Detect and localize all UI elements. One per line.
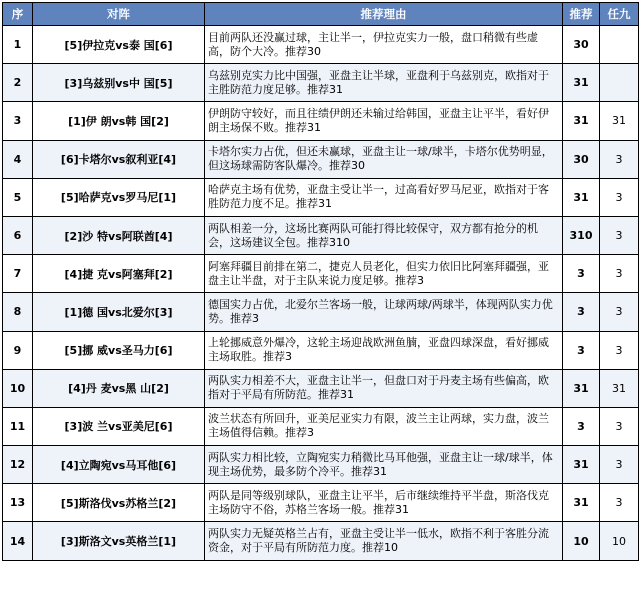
row-recommendation: 10 [563, 522, 600, 560]
row-recommendation: 3 [563, 407, 600, 445]
recommendation-table [2, 2, 639, 561]
row-ren9: 3 [600, 140, 639, 178]
row-match: [1]伊 朗vs韩 国[2] [33, 102, 205, 140]
row-match: [2]沙 特vs阿联酋[4] [33, 216, 205, 254]
table-row [3, 484, 639, 522]
row-recommendation: 30 [563, 140, 600, 178]
row-match: [5]挪 威vs圣马力[6] [33, 331, 205, 369]
row-reason: 两队相差一分，这场比赛两队可能打得比较保守，双方都有抢分的机会，这场建议全包。推荐310 [205, 216, 563, 254]
table-row [3, 102, 639, 140]
row-ren9: 3 [600, 216, 639, 254]
row-seq: 6 [3, 216, 33, 254]
table-row [3, 178, 639, 216]
row-ren9: 3 [600, 484, 639, 522]
row-reason: 两队实力相比较，立陶宛实力稍微比马耳他强，亚盘主让一球/球半，体现主场优势，最多防个冷平。推荐31 [205, 446, 563, 484]
row-recommendation: 31 [563, 102, 600, 140]
row-recommendation: 31 [563, 484, 600, 522]
header-seq: 序 [3, 3, 33, 26]
table-row [3, 64, 639, 102]
row-match: [4]立陶宛vs马耳他[6] [33, 446, 205, 484]
row-recommendation: 3 [563, 331, 600, 369]
table-row [3, 140, 639, 178]
row-ren9: 3 [600, 178, 639, 216]
row-seq: 4 [3, 140, 33, 178]
row-match: [5]哈萨克vs罗马尼[1] [33, 178, 205, 216]
header-match: 对阵 [33, 3, 205, 26]
row-reason: 上轮挪威意外爆冷，这轮主场迎战欧洲鱼腩，亚盘四球深盘，看好挪威主场取胜。推荐3 [205, 331, 563, 369]
row-ren9: 31 [600, 102, 639, 140]
row-match: [5]伊拉克vs泰 国[6] [33, 26, 205, 64]
row-match: [4]丹 麦vs黑 山[2] [33, 369, 205, 407]
row-ren9: 10 [600, 522, 639, 560]
row-seq: 1 [3, 26, 33, 64]
table-row [3, 26, 639, 64]
row-reason: 两队是同等级别球队，亚盘主让平半，后市继续维持平半盘，斯洛伐克主场防守不俗，苏格兰客场一般。推荐31 [205, 484, 563, 522]
table-row [3, 293, 639, 331]
row-match: [4]捷 克vs阿塞拜[2] [33, 255, 205, 293]
row-seq: 5 [3, 178, 33, 216]
header-r9: 任九 [600, 3, 639, 26]
table-body [3, 26, 639, 561]
row-match: [3]乌兹别vs中 国[5] [33, 64, 205, 102]
row-ren9: 31 [600, 369, 639, 407]
table-row [3, 522, 639, 560]
row-reason: 德国实力占优，北爱尔兰客场一般，让球两球/两球半，体现两队实力优势。推荐3 [205, 293, 563, 331]
row-reason: 哈萨克主场有优势，亚盘主受让半一，过高看好罗马尼亚，欧指对于客胜防范力度不足。推荐31 [205, 178, 563, 216]
row-seq: 8 [3, 293, 33, 331]
row-reason: 阿塞拜疆目前排在第二，捷克人员老化，但实力依旧比阿塞拜疆强，亚盘主让半盘，对于主队来说力度足够。推荐3 [205, 255, 563, 293]
row-reason: 两队实力无疑英格兰占有，亚盘主受让半一低水，欧指不利于客胜分流资金，对于平局有所防范力度。推荐10 [205, 522, 563, 560]
row-ren9 [600, 26, 639, 64]
row-ren9: 3 [600, 407, 639, 445]
row-ren9: 3 [600, 331, 639, 369]
row-seq: 10 [3, 369, 33, 407]
row-match: [6]卡塔尔vs叙利亚[4] [33, 140, 205, 178]
row-reason: 卡塔尔实力占优，但还未赢球，亚盘主让一球/球半，卡塔尔优势明显，但这场球需防客队爆冷。推荐30 [205, 140, 563, 178]
row-seq: 11 [3, 407, 33, 445]
row-match: [3]波 兰vs亚美尼[6] [33, 407, 205, 445]
row-reason: 乌兹别克实力比中国强，亚盘主让半球，亚盘利于乌兹别克，欧指对于主胜防范力度足够。推荐31 [205, 64, 563, 102]
row-seq: 9 [3, 331, 33, 369]
table-row [3, 446, 639, 484]
row-match: [5]斯洛伐vs苏格兰[2] [33, 484, 205, 522]
table-row [3, 369, 639, 407]
table-row [3, 216, 639, 254]
row-recommendation: 31 [563, 369, 600, 407]
table-row [3, 255, 639, 293]
row-recommendation: 31 [563, 446, 600, 484]
row-reason: 波兰状态有所回升，亚美尼亚实力有限，波兰主让两球，实力盘，波兰主场值得信赖。推荐3 [205, 407, 563, 445]
header-row [3, 3, 639, 26]
row-seq: 3 [3, 102, 33, 140]
row-recommendation: 310 [563, 216, 600, 254]
row-ren9: 3 [600, 255, 639, 293]
table-row [3, 407, 639, 445]
row-recommendation: 3 [563, 255, 600, 293]
row-ren9: 3 [600, 293, 639, 331]
row-reason: 目前两队还没赢过球，主让半一，伊拉克实力一般，盘口稍微有些虚高，防个大冷。推荐30 [205, 26, 563, 64]
header-reason: 推荐理由 [205, 3, 563, 26]
table-row [3, 331, 639, 369]
row-recommendation: 3 [563, 293, 600, 331]
row-seq: 2 [3, 64, 33, 102]
row-recommendation: 31 [563, 64, 600, 102]
header-rec: 推荐 [563, 3, 600, 26]
row-ren9 [600, 64, 639, 102]
row-seq: 13 [3, 484, 33, 522]
row-match: [1]德 国vs北爱尔[3] [33, 293, 205, 331]
row-seq: 7 [3, 255, 33, 293]
row-recommendation: 31 [563, 178, 600, 216]
row-seq: 12 [3, 446, 33, 484]
row-reason: 伊朗防守较好，而且往绩伊朗还未输过给韩国，亚盘主让平半，看好伊朗主场保不败。推荐31 [205, 102, 563, 140]
row-seq: 14 [3, 522, 33, 560]
row-ren9: 3 [600, 446, 639, 484]
row-recommendation: 30 [563, 26, 600, 64]
row-reason: 两队实力相差不大，亚盘主让半一，但盘口对于丹麦主场有些偏高，欧指对于平局有所防范。推荐31 [205, 369, 563, 407]
row-match: [3]斯洛文vs英格兰[1] [33, 522, 205, 560]
